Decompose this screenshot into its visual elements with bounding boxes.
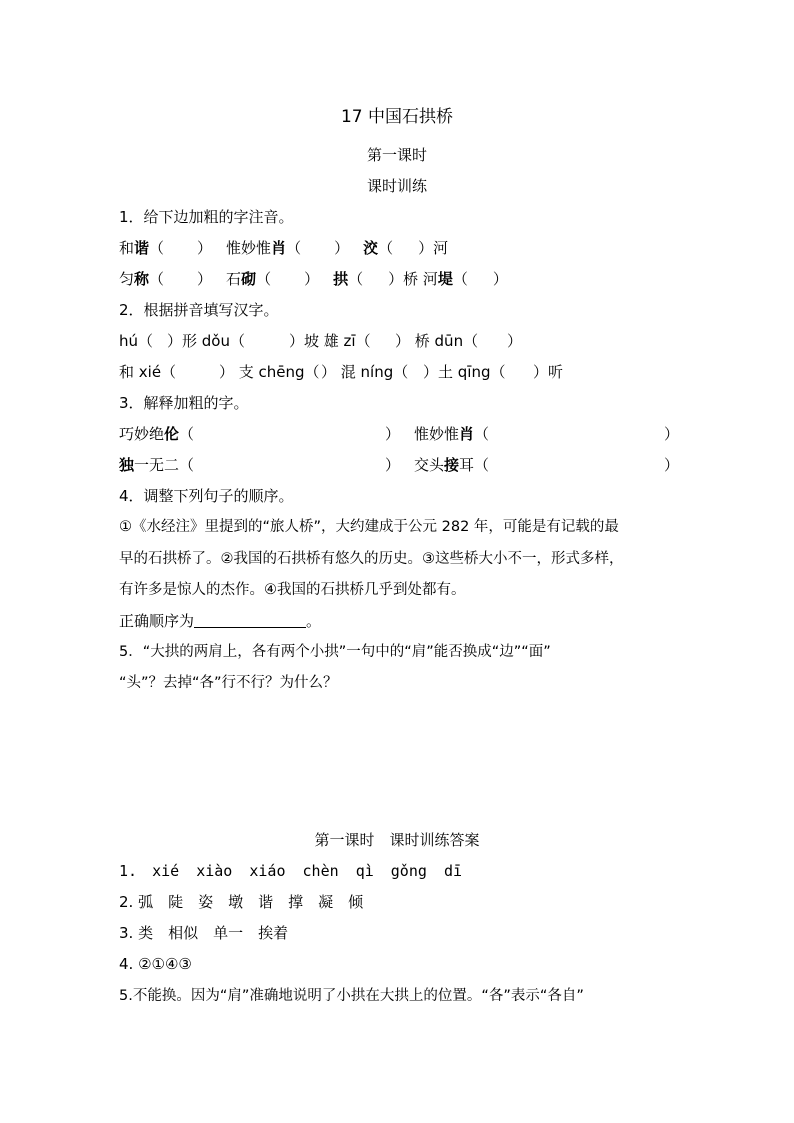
q5-line-2: “头”？去掉“各”行不行？为什么？ <box>119 675 338 691</box>
page-title: 17 中国石拱桥 <box>340 107 454 127</box>
q4-text-line-1: ①《水经注》里提到的“旅人桥”，大约建成于公元 282 年，可能是有记载的最 <box>119 519 619 535</box>
q2-row-2: 和 xié（ ） 支 chēng（） 混 níng（ ）土 qīng（ ）听 <box>119 363 564 381</box>
q4-text-line-2: 早的石拱桥了。②我国的石拱桥有悠久的历史。③这些桥大小不一，形式多样， <box>119 551 624 567</box>
q3-row-2: 独一无二（ ） 交头接耳（ ） <box>119 456 680 474</box>
q2-row-1: hú（ ）形 dǒu（ ）坡 雄 zī（ ） 桥 dūn（ ） <box>119 332 523 350</box>
q1-row-2: 匀称（ ） 石砌（ ） 拱（ ）桥 河堤（ ） <box>119 270 508 288</box>
q4-heading: 4．调整下列句子的顺序。 <box>119 487 294 505</box>
q4-text-line-3: 有许多是惊人的杰作。④我国的石拱桥几乎到处都有。 <box>119 582 466 598</box>
q3-heading: 3．解释加粗的字。 <box>119 394 249 412</box>
q5-line-1: 5．“大拱的两肩上，各有两个小拱”一句中的“肩”能否换成“边”“面” <box>119 644 551 660</box>
answer-1: 1. xié xiào xiáo chèn qì gǒng dī <box>119 862 462 880</box>
answer-2: 2. 弧 陡 姿 墩 谐 撑 凝 倾 <box>119 893 364 911</box>
q2-heading: 2．根据拼音填写汉字。 <box>119 301 279 319</box>
exercise-subtitle: 课时训练 <box>366 177 427 195</box>
q3-row-1: 巧妙绝伦（ ） 惟妙惟肖（ ） <box>119 425 680 443</box>
answer-3: 3. 类 相似 单一 挨着 <box>119 924 289 942</box>
answer-5: 5.不能换。因为“肩”准确地说明了小拱在大拱上的位置。“各”表示“各自” <box>119 988 584 1004</box>
q1-heading: 1．给下边加粗的字注音。 <box>119 208 294 226</box>
answer-blank[interactable] <box>194 613 306 628</box>
q4-answer-line: 正确顺序为 。 <box>119 612 322 630</box>
lesson-subtitle: 第一课时 <box>366 146 427 164</box>
answers-title: 第一课时 课时训练答案 <box>314 831 480 849</box>
answer-4: 4. ②①④③ <box>119 955 192 973</box>
q1-row-1: 和谐（ ） 惟妙惟肖（ ） 洨（ ）河 <box>119 239 449 257</box>
